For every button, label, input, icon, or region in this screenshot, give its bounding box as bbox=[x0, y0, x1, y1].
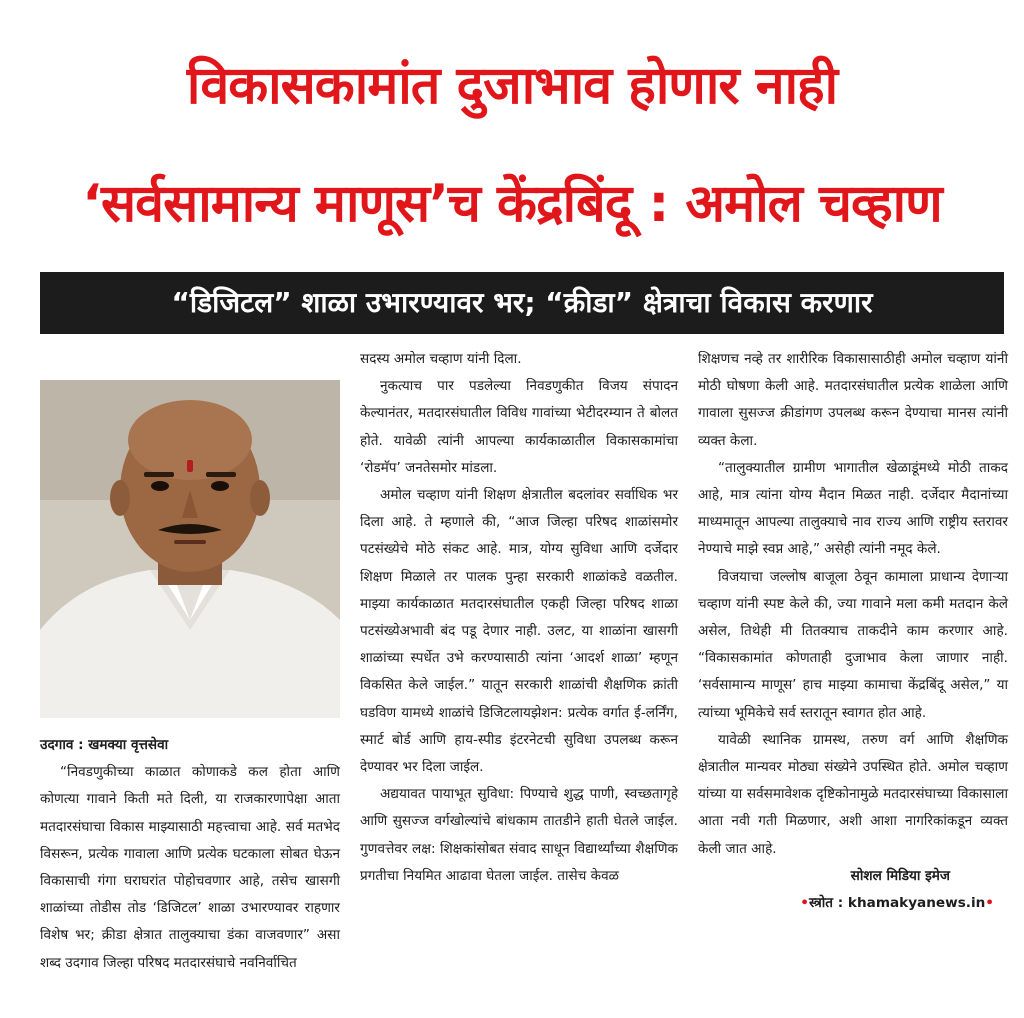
subheadline-bar: “डिजिटल” शाळा उभारण्यावर भर; “क्रीडा” क्षेत्राचा विकास करणार bbox=[40, 272, 1004, 334]
paragraph: नुकत्याच पार पडलेल्या निवडणुकीत विजय संपादन केल्यानंतर, मतदारसंघातील विविध गावांच्या भेटीदरम्यान ते बोलत होते. यावेळी त्यांनी आपल्या कार्यकाळातील विकासकामांचा ‘रोडमॅप’ जनतेसमोर मांडला. bbox=[360, 378, 678, 476]
bullet-dot-icon: • bbox=[985, 895, 994, 912]
paragraph: “निवडणुकीच्या काळात कोणाकडे कल होता आणि कोणत्या गावाने किती मते दिली, या राजकारणापेक्षा आता मतदारसंघाचा विकास माझ्यासाठी महत्त्वाचा आहे. सर्व मतभेद विसरून, प्रत्येक गावाला आणि प्रत्येक घटकाला सोबत घेऊन विकासाची गंगा घराघरांत पोहोचवणार आहे, तसेच खासगी शाळांच्या तोडीस तोड ‘डिजिटल’ शाळा उभारण्यावर राहणार विशेष भर; क्रीडा क्षेत्रात तालुक्याचा डंका वाजवणार” असा शब्द उदगाव जिल्हा परिषद मतदारसंघाचे नवनिर्वाचित bbox=[40, 764, 340, 971]
headline-line-1: विकासकामांत दुजाभाव होणार नाही bbox=[186, 56, 838, 116]
article-column-2 bbox=[360, 346, 678, 890]
portrait-photo bbox=[40, 380, 340, 718]
paragraph: अमोल चव्हाण यांनी शिक्षण क्षेत्रातील बदलांवर सर्वाधिक भर दिला आहे. ते म्हणाले की, “आज जिल्हा परिषद शाळांसमोर पटसंख्येचे मोठे संकट आहे. मात्र, योग्य सुविधा आणि दर्जेदार शिक्षण मिळाले तर पालक पुन्हा सरकारी शाळांकडे वळतील. माझ्या कार्यकाळात मतदारसंघातील एकही जिल्हा परिषद शाळा पटसंख्येअभावी बंद पडू देणार नाही. उलट, या शाळांना खासगी शाळांच्या स्पर्धेत उभे करण्यासाठी त्यांना ‘आदर्श शाळा’ म्हणून विकसित केले जाईल.” यातून सरकारी शाळांची शैक्षणिक क्रांती घडविण यामध्ये शाळांचे डिजिटलायझेशन: प्रत्येक वर्गात ई-लर्निंग, स्मार्ट बोर्ड आणि हाय-स्पीड इंटरनेटची सुविधा उपलब्ध करून देण्यावर भर दिला जाईल. bbox=[360, 487, 678, 776]
paragraph: अद्ययावत पायाभूत सुविधा: पिण्याचे शुद्ध पाणी, स्वच्छतागृहे आणि सुसज्ज वर्गखोल्यांचे बांधकाम तातडीने हाती घेतले जाईल. गुणवत्तेवर लक्ष: शिक्षकांसोबत संवाद साधून विद्यार्थ्यांच्या शैक्षणिक प्रगतीचा नियमित आढावा घेतला जाईल. तासेच केवळ bbox=[360, 786, 678, 884]
article-column-3 bbox=[698, 346, 1008, 917]
paragraph: यावेळी स्थानिक ग्रामस्थ, तरुण वर्ग आणि शैक्षणिक क्षेत्रातील मान्यवर मोठ्या संख्येने उपस्थित होते. अमोल चव्हाण यांच्या या सर्वसमावेशक दृष्टिकोनामुळे मतदारसंघाच्या विकासाला आता नवी गती मिळणार, अशी आशा नागरिकांकडून व्यक्त केली जात आहे. bbox=[698, 731, 1008, 857]
dateline: उदगाव : खमक्या वृत्तसेवा bbox=[40, 737, 169, 753]
image-credit: सोशल मिडिया इमेज bbox=[850, 867, 950, 884]
source-label: स्त्रोत : khamakyanews.in bbox=[808, 895, 986, 912]
paragraph: सदस्य अमोल चव्हाण यांनी दिला. bbox=[360, 351, 522, 367]
paragraph: “तालुक्यातील ग्रामीण भागातील खेळाडूंमध्ये मोठी ताकद आहे, मात्र त्यांना योग्य मैदान मिळत नाही. दर्जेदार मैदानांच्या माध्यमातून आपल्या तालुक्याचे नाव राज्य आणि राष्ट्रीय स्तरावर नेण्याचे माझे स्वप्न आहे,” असेही त्यांनी नमूद केले. bbox=[698, 459, 1008, 558]
portrait-illustration bbox=[40, 380, 340, 718]
article-column-1 bbox=[40, 732, 340, 977]
headline-line-2: ‘सर्वसामान्य माणूस’च केंद्रबिंदू : अमोल चव्हाण bbox=[82, 174, 942, 234]
bullet-dot-icon: • bbox=[800, 895, 809, 912]
source-line bbox=[698, 890, 1008, 917]
paragraph: शिक्षणच नव्हे तर शारीरिक विकासासाठीही अमोल चव्हाण यांनी मोठी घोषणा केली आहे. मतदारसंघातील प्रत्येक शाळेला आणि गावाला सुसज्ज क्रीडांगण उपलब्ध करून देण्याचा मानस त्यांनी व्यक्त केला. bbox=[698, 351, 1008, 449]
paragraph: विजयाचा जल्लोष बाजूला ठेवून कामाला प्राधान्य देणाऱ्या चव्हाण यांनी स्पष्ट केले की, ज्या गावाने मला कमी मतदान केले असेल, तिथेही मी तितक्याच ताकदीने काम करणार आहे. “विकासकामांत कोणताही दुजाभाव केला जाणार नाही. ‘सर्वसामान्य माणूस’ हाच माझ्या कामाचा केंद्रबिंदू असेल,” या त्यांच्या भूमिकेचे सर्व स्तरातून स्वागत होत आहे. bbox=[698, 568, 1008, 721]
